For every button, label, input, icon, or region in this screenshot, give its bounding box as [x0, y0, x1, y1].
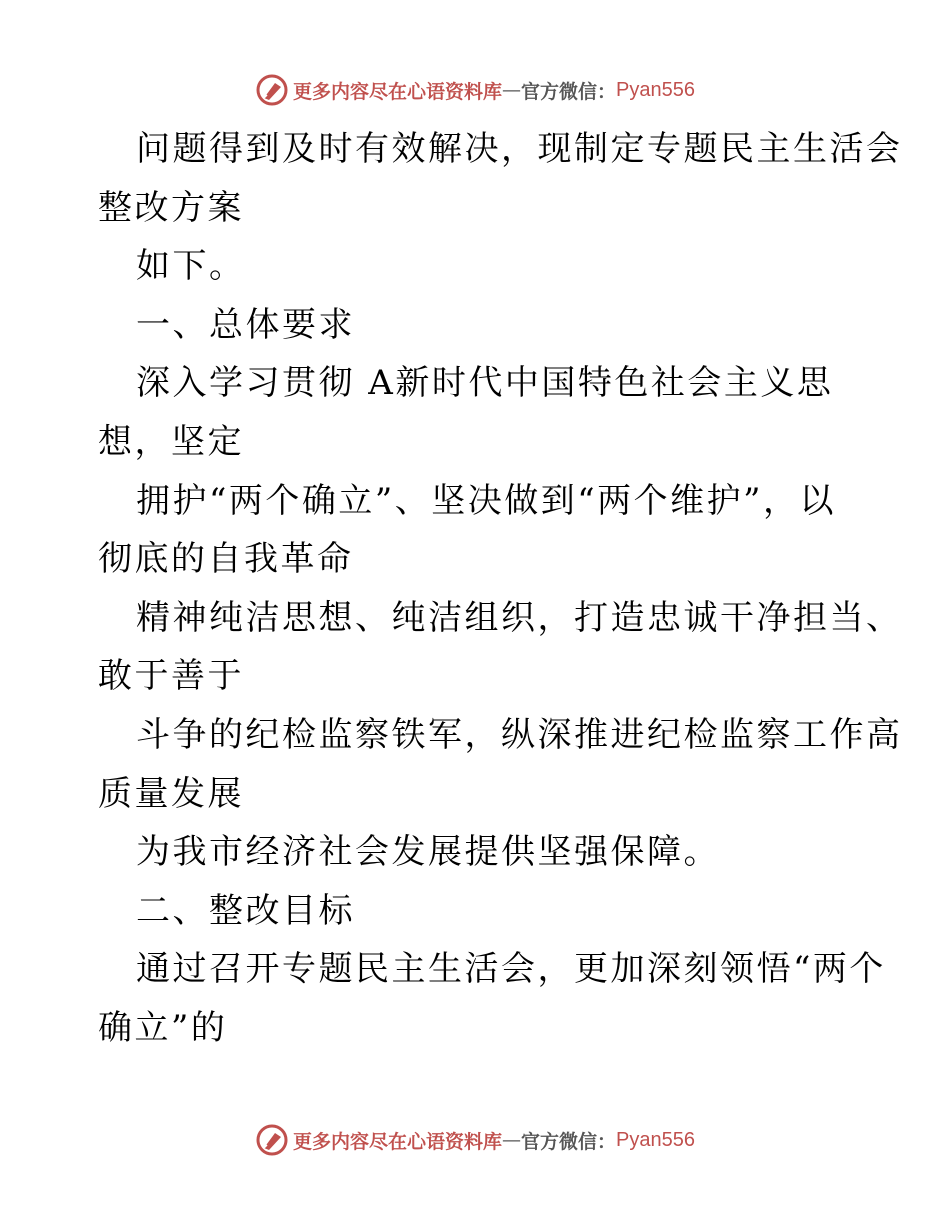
- pen-nib-logo-icon: [255, 73, 289, 107]
- header-separator: —: [502, 79, 522, 101]
- header-wechat-label: 官方微信：: [521, 80, 617, 103]
- footer-brand: 更多内容尽在心语资料库: [293, 1130, 503, 1153]
- document-body: [98, 120, 903, 1058]
- header-account: Pyan556: [616, 78, 695, 101]
- body-line: 想，坚定: [98, 421, 244, 462]
- body-line: 确立”的: [98, 1007, 228, 1048]
- body-line: 深入学习贯彻 A新时代中国特色社会主义思: [136, 363, 834, 404]
- footer-wechat-label: 官方微信：: [521, 1130, 617, 1153]
- body-line: 整改方案: [98, 187, 244, 228]
- pen-nib-logo-icon: [255, 1123, 289, 1157]
- body-line: 为我市经济社会发展提供坚强保障。: [136, 832, 720, 873]
- section-heading: 二、整改目标: [136, 890, 355, 931]
- body-line: 通过召开专题民主生活会，更加深刻领悟“两个: [136, 949, 886, 990]
- header-banner: [0, 70, 950, 110]
- body-line: 拥护“两个确立”、坚决做到“两个维护”，以: [136, 480, 837, 521]
- body-line: 如下。: [136, 246, 246, 287]
- footer-account: Pyan556: [616, 1128, 695, 1151]
- body-line: 斗争的纪检监察铁军，纵深推进纪检监察工作高: [136, 714, 903, 755]
- body-line: 精神纯洁思想、纯洁组织，打造忠诚干净担当、: [136, 597, 903, 638]
- body-line: 质量发展: [98, 773, 244, 814]
- body-line: 彻底的自我革命: [98, 539, 354, 580]
- footer-banner: [0, 1120, 950, 1160]
- body-line: 敢于善于: [98, 656, 244, 697]
- body-line: 问题得到及时有效解决，现制定专题民主生活会: [136, 129, 903, 169]
- section-heading: 一、总体要求: [136, 304, 355, 345]
- header-brand: 更多内容尽在心语资料库: [293, 80, 503, 103]
- footer-separator: —: [502, 1129, 522, 1151]
